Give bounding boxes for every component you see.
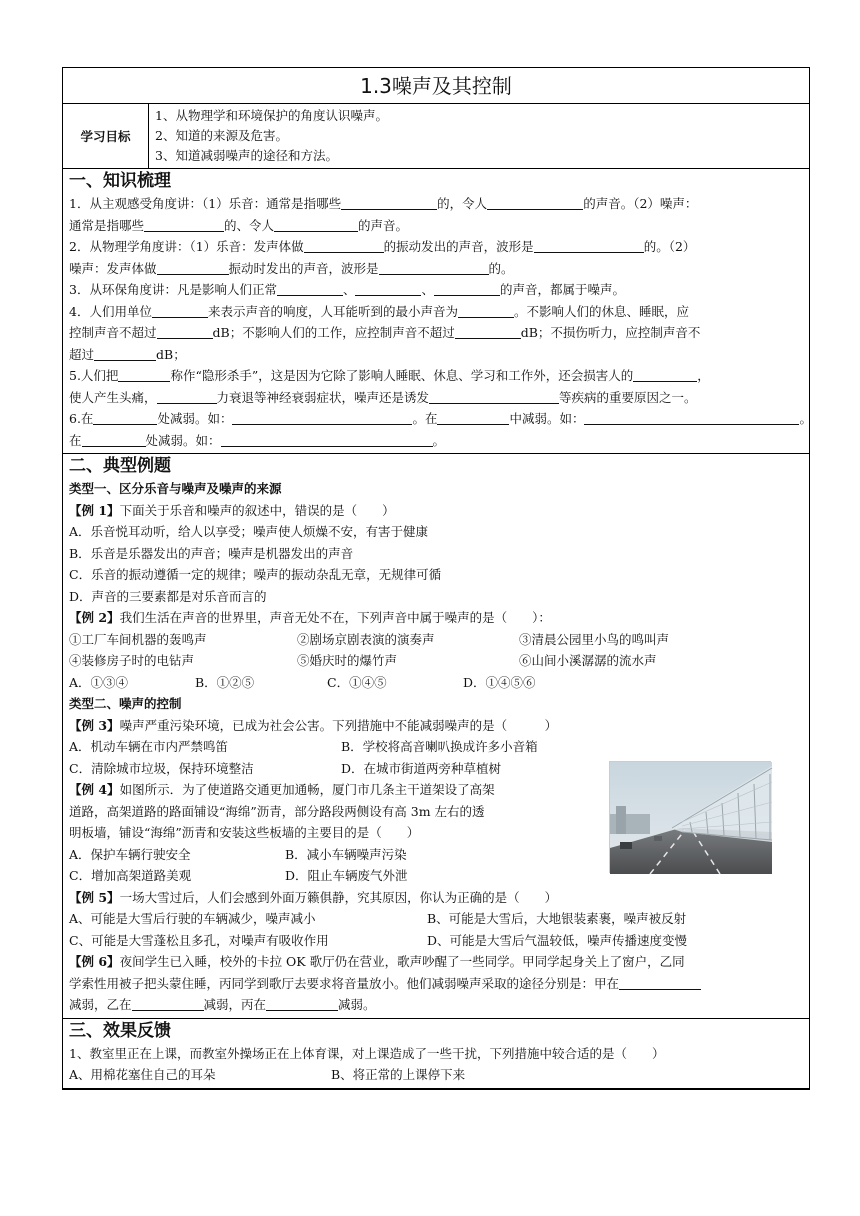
option: D．在城市街道两旁种草植树: [341, 760, 502, 776]
question-4-line-2: [69, 322, 803, 344]
item: ⑤婚庆时的爆竹声: [297, 653, 398, 668]
goal-item: 1、从物理学和环境保护的角度认识噪声。: [155, 108, 388, 123]
option: C．清除城市垃圾，保持环境整洁: [69, 760, 254, 776]
option: B、将正常的上课停下来: [331, 1067, 466, 1082]
option: A．①③④: [69, 674, 129, 690]
example-tag: 【例 4】: [69, 782, 120, 797]
fill-blank[interactable]: [584, 411, 799, 425]
item: ③清晨公园里小鸟的鸣叫声: [519, 631, 670, 647]
text: 处减弱。如：: [157, 411, 233, 426]
option: B．乐音是乐器发出的声音；噪声是机器发出的声音: [69, 545, 354, 561]
example-6-stem: [69, 994, 803, 1016]
text: 4．人们用单位: [69, 303, 152, 319]
fill-blank[interactable]: [144, 218, 224, 232]
road-photo-illustration: [610, 762, 772, 874]
text: 6.在: [69, 411, 94, 426]
fill-blank[interactable]: [633, 368, 697, 382]
example-3-stem: [69, 715, 803, 737]
type-heading: 类型一、区分乐音与噪声及噪声的来源: [69, 481, 282, 496]
fill-blank[interactable]: [277, 282, 343, 296]
fill-blank[interactable]: [455, 325, 521, 339]
text: 的声音，都属于噪声。: [500, 282, 626, 297]
item: ⑥山间小溪潺潺的流水声: [519, 653, 657, 668]
fill-blank[interactable]: [221, 433, 433, 447]
text: 。: [432, 432, 446, 448]
fill-blank[interactable]: [232, 411, 412, 425]
section-heading: 二、典型例题: [69, 456, 171, 476]
fill-blank[interactable]: [487, 196, 583, 210]
elevated-road-photo: [609, 761, 771, 873]
text: 我们生活在声音的世界里，声音无处不在，下列声音中属于噪声的是（ ）：: [119, 610, 551, 625]
option: C．①④⑤: [327, 674, 387, 690]
text: 、: [421, 282, 434, 297]
text: 的，令人: [437, 196, 488, 211]
text: 的。（2）: [643, 239, 696, 254]
fill-blank[interactable]: [132, 997, 204, 1011]
fill-blank[interactable]: [434, 282, 500, 296]
fill-blank[interactable]: [94, 347, 156, 361]
section-heading: 一、知识梳理: [69, 171, 171, 191]
text: dB；不影响人们的工作，应控制声音不超过: [212, 325, 455, 340]
fill-blank[interactable]: [274, 218, 358, 232]
text: 减弱。: [338, 997, 376, 1012]
fill-blank[interactable]: [379, 261, 489, 275]
fill-blank[interactable]: [152, 304, 208, 318]
text: 。: [799, 411, 812, 426]
text: 的声音。（2）噪声：: [583, 196, 698, 211]
text: 在: [69, 432, 82, 448]
text: 的。: [488, 260, 514, 276]
fill-blank[interactable]: [437, 411, 509, 425]
text: 减弱，乙在: [69, 997, 132, 1012]
text: 处减弱。如：: [145, 432, 221, 448]
fill-blank[interactable]: [304, 239, 384, 253]
text: dB；不损伤听力，应控制声音不: [520, 325, 701, 340]
example-3-options: [69, 736, 803, 758]
option: D．声音的三要素都是对乐音而言的: [69, 588, 267, 604]
example-tag: 【例 1】: [69, 502, 120, 518]
section-knowledge: [63, 169, 812, 454]
fill-blank[interactable]: [534, 239, 644, 253]
text: 使人产生头痛，: [69, 389, 157, 405]
text: 来表示声音的响度，人耳能听到的最小声音为: [207, 303, 458, 319]
text: 力衰退等神经衰弱症状，噪声还是诱发: [216, 389, 430, 405]
goal-item: 2、知道的来源及危害。: [155, 128, 288, 143]
question-1-line-2: [69, 215, 803, 237]
item: ②剧场京剧表演的演奏声: [297, 631, 435, 647]
fill-blank[interactable]: [458, 304, 514, 318]
example-2-items-row: [69, 629, 803, 651]
text: 超过: [69, 346, 95, 362]
text: 如图所示．为了使道路交通更加通畅，厦门市几条主干道架设了高架: [119, 782, 495, 797]
section-feedback: [63, 1019, 809, 1089]
fill-blank[interactable]: [619, 976, 701, 990]
text: 的、令人: [224, 217, 275, 233]
question-6-line-1: [69, 408, 812, 430]
fill-blank[interactable]: [82, 433, 146, 447]
text: 噪声严重污染环境，已成为社会公害。下列措施中不能减弱噪声的是（ ）: [119, 717, 558, 733]
fill-blank[interactable]: [429, 390, 559, 404]
learning-goals: [63, 104, 809, 169]
option: B．①②⑤: [195, 674, 255, 690]
option: D．①④⑤⑥: [463, 674, 536, 690]
section-heading: 三、效果反馈: [69, 1020, 171, 1041]
example-tag: 【例 5】: [69, 889, 120, 905]
example-2-items-row: [69, 650, 803, 672]
item: ④装修房子时的电钻声: [69, 653, 195, 668]
feedback-options: [69, 1064, 803, 1086]
question-5-line-1: [69, 365, 803, 387]
option: D、可能是大雪后气温较低，噪声传播速度变慢: [427, 932, 688, 948]
option: A、可能是大雪后行驶的车辆减少，噪声减小: [69, 911, 316, 926]
option: A．机动车辆在市内严禁鸣笛: [69, 739, 229, 754]
option: B、可能是大雪后，大地银装素裹，噪声被反射: [427, 911, 687, 926]
example-4-stem: 明板墙，铺设“海绵”沥青和安装这些板墙的主要目的是（ ）: [69, 825, 420, 840]
fill-blank[interactable]: [157, 390, 217, 404]
text: 的声音。: [358, 217, 409, 233]
text: 。在: [412, 411, 438, 426]
option: C．乐音的振动遵循一定的规律；噪声的振动杂乱无章，无规律可循: [69, 567, 442, 582]
text: 1．从主观感受角度讲：（1）乐音：通常是指哪些: [69, 196, 342, 211]
text: dB；: [156, 346, 186, 362]
question-6-line-2: [69, 430, 803, 452]
example-6-stem: [69, 973, 803, 995]
example-2-stem: [69, 607, 803, 629]
section-examples: [63, 454, 809, 1019]
option: B．减小车辆噪声污染: [285, 846, 407, 862]
text: 夜间学生已入睡，校外的卡拉 OK 歌厅仍在营业，歌声吵醒了一些同学。甲同学起身关上了窗户，乙同: [119, 954, 685, 969]
text: ，: [697, 368, 710, 383]
feedback-question-1: 1、教室里正在上课，而教室外操场正在上体育课，对上课造成了一些干扰，下列措施中较合适的是（ ）: [69, 1045, 665, 1061]
option: B．学校将高音喇叭换成许多小音箱: [341, 739, 538, 754]
option: A．乐音悦耳动听，给人以享受；噪声使人烦燥不安，有害于健康: [69, 524, 429, 539]
text: 振动时发出的声音，波形是: [228, 260, 379, 276]
option: D．阻止车辆废气外泄: [285, 868, 408, 883]
example-tag: 【例 6】: [69, 954, 120, 969]
example-tag: 【例 2】: [69, 610, 120, 625]
text: 5.人们把: [69, 368, 119, 383]
page-title: 1.3噪声及其控制: [63, 68, 809, 104]
fill-blank[interactable]: [118, 368, 170, 382]
text: 称作“隐形杀手”，这是因为它除了影响人睡眠、休息、学习和工作外，还会损害人的: [170, 368, 634, 383]
goals-list: [149, 104, 809, 168]
fill-blank[interactable]: [355, 282, 421, 296]
option: A、用棉花塞住自己的耳朵: [69, 1067, 216, 1082]
text: 、: [342, 282, 356, 297]
type-heading: 类型二、噪声的控制: [69, 696, 182, 711]
fill-blank[interactable]: [266, 997, 338, 1011]
question-3: [69, 279, 803, 301]
text: 2．从物理学角度讲：（1）乐音：发声体做: [69, 239, 304, 254]
question-1-line-1: [69, 193, 803, 215]
example-tag: 【例 3】: [69, 717, 120, 733]
question-2-line-1: [69, 236, 803, 258]
fill-blank[interactable]: [341, 196, 437, 210]
option: A．保护车辆行驶安全: [69, 846, 191, 862]
example-2-options: [69, 672, 803, 694]
option: C．增加高架道路美观: [69, 868, 192, 883]
example-1-stem: [69, 500, 803, 522]
example-5-options: [69, 908, 803, 930]
text: 3．从环保角度讲：凡是影响人们正常: [69, 282, 277, 297]
text: 学索性用被子把头蒙住睡，丙同学到歌厅去要求将音量放小。他们减弱噪声采取的途径分别是：甲在: [69, 975, 620, 991]
example-5-stem: [69, 887, 803, 909]
text: 的振动发出的声音，波形是: [383, 239, 534, 254]
text: 。不影响人们的休息、睡眠，应: [513, 303, 689, 319]
text: 一场大雪过后，人们会感到外面万籁俱静，究其原因，你认为正确的是（ ）: [119, 889, 558, 905]
text: 下面关于乐音和噪声的叙述中，错误的是（ ）: [119, 502, 395, 518]
example-4-stem: 道路，高架道路的路面铺设“海绵”沥青，部分路段两侧设有高 3m 左右的透: [69, 803, 485, 819]
text: 噪声：发声体做: [69, 260, 157, 276]
text: 减弱，丙在: [203, 997, 267, 1012]
text: 中减弱。如：: [509, 411, 585, 426]
goal-item: 3、知道减弱噪声的途径和方法。: [155, 148, 338, 163]
fill-blank[interactable]: [157, 261, 229, 275]
text: 等疾病的重要原因之一。: [559, 389, 697, 405]
item: ①工厂车间机器的轰鸣声: [69, 631, 207, 647]
text: 通常是指哪些: [69, 217, 145, 233]
question-4-line-3: [69, 344, 803, 366]
goals-label: 学习目标: [63, 104, 149, 168]
text: 控制声音不超过: [69, 325, 157, 340]
question-5-line-2: [69, 387, 803, 409]
worksheet: [62, 67, 810, 1090]
example-5-options: [69, 930, 803, 952]
question-4-line-1: [69, 301, 803, 323]
option: C、可能是大雪蓬松且多孔，对噪声有吸收作用: [69, 932, 329, 948]
fill-blank[interactable]: [157, 325, 213, 339]
example-6-stem: [69, 951, 803, 973]
question-2-line-2: [69, 258, 803, 280]
fill-blank[interactable]: [93, 411, 157, 425]
